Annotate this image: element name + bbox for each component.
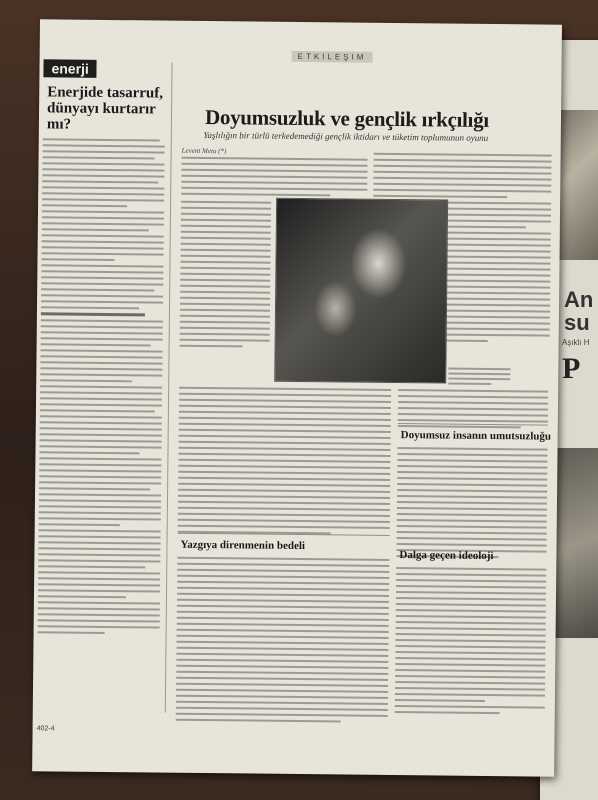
subhead-yazgiya: Yazgıya direnmenin bedeli [180,538,306,553]
article-subtitle: Yaşlılığın bir türlü terkedemediği gençlik iktidarı ve tüketim toplumunun oyunu [203,129,489,143]
column-rule [165,63,173,713]
sidebar-title: Enerjide tasarruf, dünyayı kurtarır mı? [46,84,164,133]
photo-caption-lines [448,368,510,386]
article-title: Doyumsuzluk ve gençlik ırkçılığı [204,105,490,132]
newspaper-page [32,19,562,776]
article-body-right-2 [395,567,547,715]
article-photo [274,198,448,384]
sidebar-body-text [38,138,165,634]
adjacent-page-byline: Aşıklı H [562,338,590,347]
article-body-lower-left [176,557,390,723]
subhead-doyumsuz: Doyumsuz insanın umutsuzluğu [400,429,552,443]
article-column-narrow [180,201,272,348]
subhead-dalga: Dalga geçen ideoloji [399,549,494,563]
article-body-mid [178,387,392,535]
article-byline: Levent Meto (*) [181,146,227,156]
sidebar-label: enerji [43,59,97,78]
adjacent-page-headline: An su [564,287,594,336]
article-body-right-1 [396,447,547,559]
adjacent-page-dropcap: P [562,352,581,385]
page-number: 402-4 [36,725,55,733]
article-column-1 [181,157,367,197]
section-tag: ETKILEŞIM [292,51,373,63]
sidebar-column [38,59,166,634]
